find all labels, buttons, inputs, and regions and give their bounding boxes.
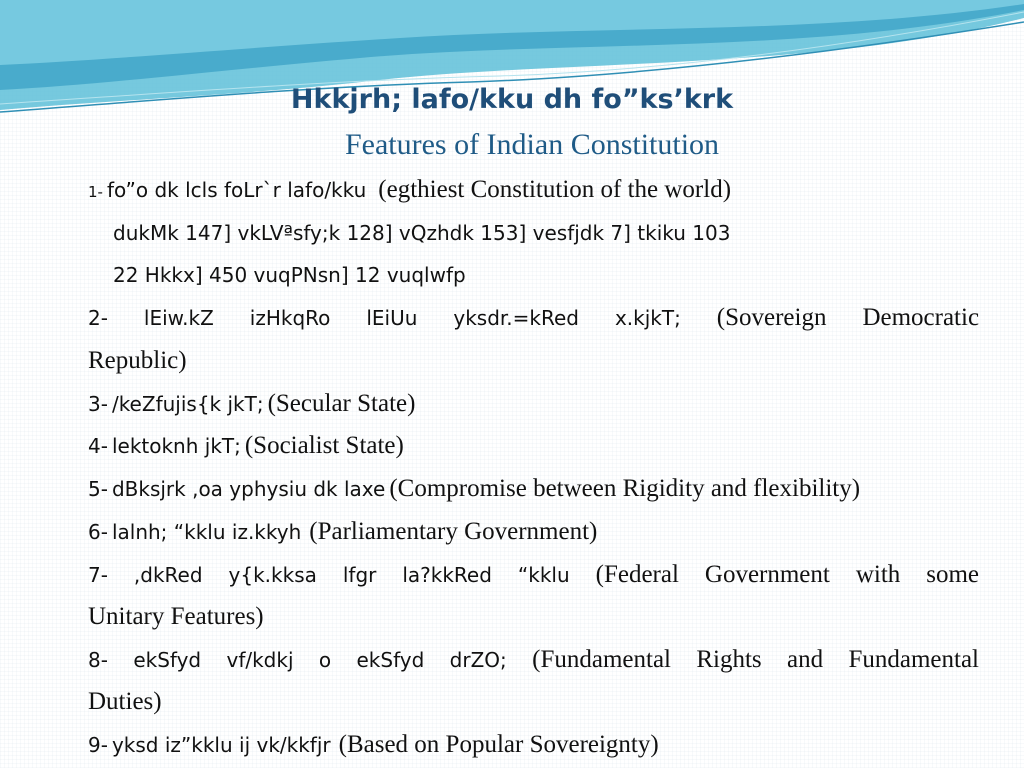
item-hindi-word: lEiUu — [366, 306, 418, 330]
item-english-word: and — [787, 646, 824, 673]
item-hindi-word: ,dkRed — [133, 563, 203, 587]
feature-item-2-cont — [88, 341, 979, 381]
feature-item-7 — [88, 555, 979, 595]
item-english-word: (Sovereign — [716, 304, 827, 331]
item-number: 7- — [88, 563, 108, 587]
item-english-word: Fundamental — [848, 646, 979, 673]
item-hindi-word: la?kkRed — [402, 563, 492, 587]
item-hindi: fo”o dk lcls foLr`r lafo/kku — [106, 178, 367, 202]
item-number: 4- — [88, 434, 108, 458]
feature-item-8-cont — [88, 682, 979, 722]
item-english-word: Government — [704, 561, 830, 588]
item-number: 5- — [88, 477, 108, 501]
item-hindi: dukMk 147] vkLVªsfy;k 128] vQzhdk 153] vesfjdk 7] tkiku 103 — [113, 221, 731, 245]
item-number: 3- — [88, 392, 108, 416]
item-english: (Based on Popular Sovereignty) — [338, 731, 659, 758]
feature-detail-line — [113, 213, 1004, 253]
slide-title: Hkkjrh; lafo/kku dh fo”ks’krk — [290, 84, 734, 115]
item-number: 1- — [88, 183, 103, 201]
item-hindi: /keZfujis{k jkT; — [111, 392, 264, 416]
feature-item-2 — [88, 298, 979, 338]
item-english: (egthiest Constitution of the world) — [378, 176, 732, 203]
feature-item-8 — [88, 640, 979, 680]
item-english: (Secular State) — [267, 390, 416, 417]
item-english-word: with — [855, 561, 901, 588]
item-hindi: lalnh; “kklu iz.kkyh — [111, 520, 302, 544]
feature-item-3 — [88, 384, 979, 424]
item-english-word: (Fundamental — [532, 646, 671, 673]
item-english: (Socialist State) — [244, 432, 404, 459]
item-hindi-word: yksdr.=kRed — [453, 306, 579, 330]
feature-item-1 — [88, 170, 979, 210]
item-hindi-word: ekSfyd — [356, 648, 425, 672]
feature-item-5 — [88, 469, 979, 509]
item-hindi-word: vf/kdkj — [226, 648, 294, 672]
item-number: 2- — [88, 306, 108, 330]
item-english-word: Democratic — [862, 304, 980, 331]
item-hindi-word: “kklu — [517, 563, 570, 587]
item-english: (Parliamentary Government) — [309, 518, 598, 545]
item-english: Unitary Features) — [88, 603, 264, 630]
slide-subtitle: Features of Indian Constitution — [344, 128, 720, 161]
feature-item-9 — [88, 725, 979, 765]
item-hindi-word: ekSfyd — [133, 648, 202, 672]
item-hindi: dBksjrk ,oa yphysiu dk laxe — [111, 477, 386, 501]
item-hindi-word: lfgr — [342, 563, 377, 587]
item-number: 6- — [88, 520, 108, 544]
feature-item-7-cont — [88, 597, 979, 637]
item-english: Duties) — [88, 688, 162, 715]
item-english-word: (Federal — [595, 561, 679, 588]
item-hindi-word: izHkqRo — [249, 306, 331, 330]
item-hindi-word: y{k.kksa — [228, 563, 317, 587]
item-hindi: lektoknh jkT; — [111, 434, 241, 458]
item-number: 8- — [88, 648, 108, 672]
feature-item-6 — [88, 512, 979, 552]
item-hindi-word: drZO; — [449, 648, 507, 672]
item-hindi: 22 Hkkx] 450 vuqPNsn] 12 vuqlwfp — [113, 263, 466, 287]
feature-detail-line — [113, 255, 1004, 295]
item-hindi-word: x.kjkT; — [614, 306, 681, 330]
item-english: (Compromise between Rigidity and flexibility) — [389, 475, 861, 502]
item-hindi: yksd iz”kklu ij vk/kkfjr — [111, 733, 331, 757]
item-english: Republic) — [88, 347, 187, 374]
item-english-word: some — [926, 561, 980, 588]
feature-item-4 — [88, 426, 979, 466]
item-number: 9- — [88, 733, 108, 757]
item-english-word: Rights — [696, 646, 762, 673]
item-hindi-word: o — [318, 648, 332, 672]
item-hindi-word: lEiw.kZ — [143, 306, 214, 330]
